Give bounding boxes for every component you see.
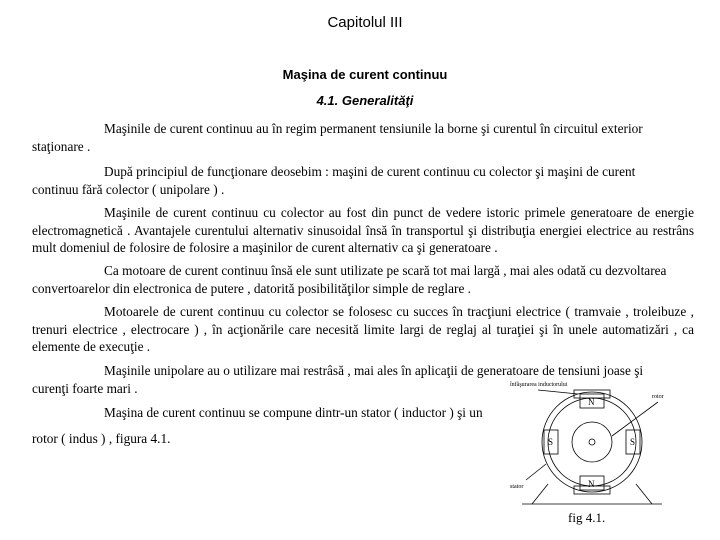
label-pole-bottom: N bbox=[588, 479, 595, 489]
paragraph-4: Ca motoare de curent continuu însă ele sunt utilizate pe scară tot mai largă , mai ales odată cu dezvoltarea convertoarelor din electronica de putere , datorită posibilităţilor simple de reglare . bbox=[32, 263, 667, 296]
section-title: Maşina de curent continuu bbox=[282, 67, 448, 82]
foot-left bbox=[532, 484, 548, 504]
shaft bbox=[589, 439, 595, 445]
paragraph-3: Maşinile de curent continuu cu colector au fost din punct de vedere istoric primele generatoare de energie electromagnetică . Avantajele curentului alternativ sinusoidal însă în transportul şi distribuţia energiei electrice au restrâns mult domeniul de folosire de folosire a maşinilor de curent alternativ ca şi generatoare . bbox=[32, 205, 694, 255]
foot-right bbox=[636, 484, 652, 504]
rotor-circle bbox=[572, 422, 612, 462]
paragraph-7-line-1: Maşina de curent continuu se compune dintr-un stator ( inductor ) şi un bbox=[104, 405, 483, 420]
label-stator: stator bbox=[510, 484, 524, 490]
figure-caption: fig 4.1. bbox=[568, 510, 606, 525]
label-rotor: rotor bbox=[652, 394, 664, 400]
paragraph-2: După principiul de funcţionare deosebim : maşini de curent continuu cu colector şi maşini de curent continuu fără colector ( unipolare ) . bbox=[32, 164, 636, 197]
label-pole-left: S bbox=[548, 437, 554, 447]
paragraph-1: Maşinile de curent continuu au în regim permanent tensiunile la borne şi curentul în circuitul exterior staţionare . bbox=[32, 121, 643, 154]
label-pole-right: S bbox=[630, 437, 636, 447]
leader-bottom-left bbox=[526, 464, 546, 480]
stator-inner bbox=[548, 398, 636, 486]
leader-top-left bbox=[538, 390, 578, 394]
machine-diagram bbox=[508, 380, 676, 516]
paragraph-7-line-2: rotor ( indus ) , figura 4.1. bbox=[32, 431, 171, 446]
label-pole-top: N bbox=[588, 397, 595, 407]
stator-frame bbox=[542, 392, 642, 492]
machine-figure bbox=[508, 380, 676, 516]
chapter-title: Capitolul III bbox=[327, 14, 403, 31]
subsection-title: 4.1. Generalităţi bbox=[316, 93, 414, 108]
label-inductor-winding: înfăşurarea inductorului bbox=[510, 382, 568, 388]
paragraph-6: Maşinile unipolare au o utilizare mai restrâsă , mai ales în aplicaţii de generatoare de tensiuni joase şi curenţi foarte mari . bbox=[32, 363, 644, 396]
paragraph-5: Motoarele de curent continuu cu colector se folosesc cu succes în tracţiuni electrice ( tramvaie , troleibuze , trenuri electrice , electrocare ) , în acţionările care necesită limite largi de reglaj al turaţiei şi în unele automatizări , ca elemente de execuţie . bbox=[32, 304, 694, 354]
